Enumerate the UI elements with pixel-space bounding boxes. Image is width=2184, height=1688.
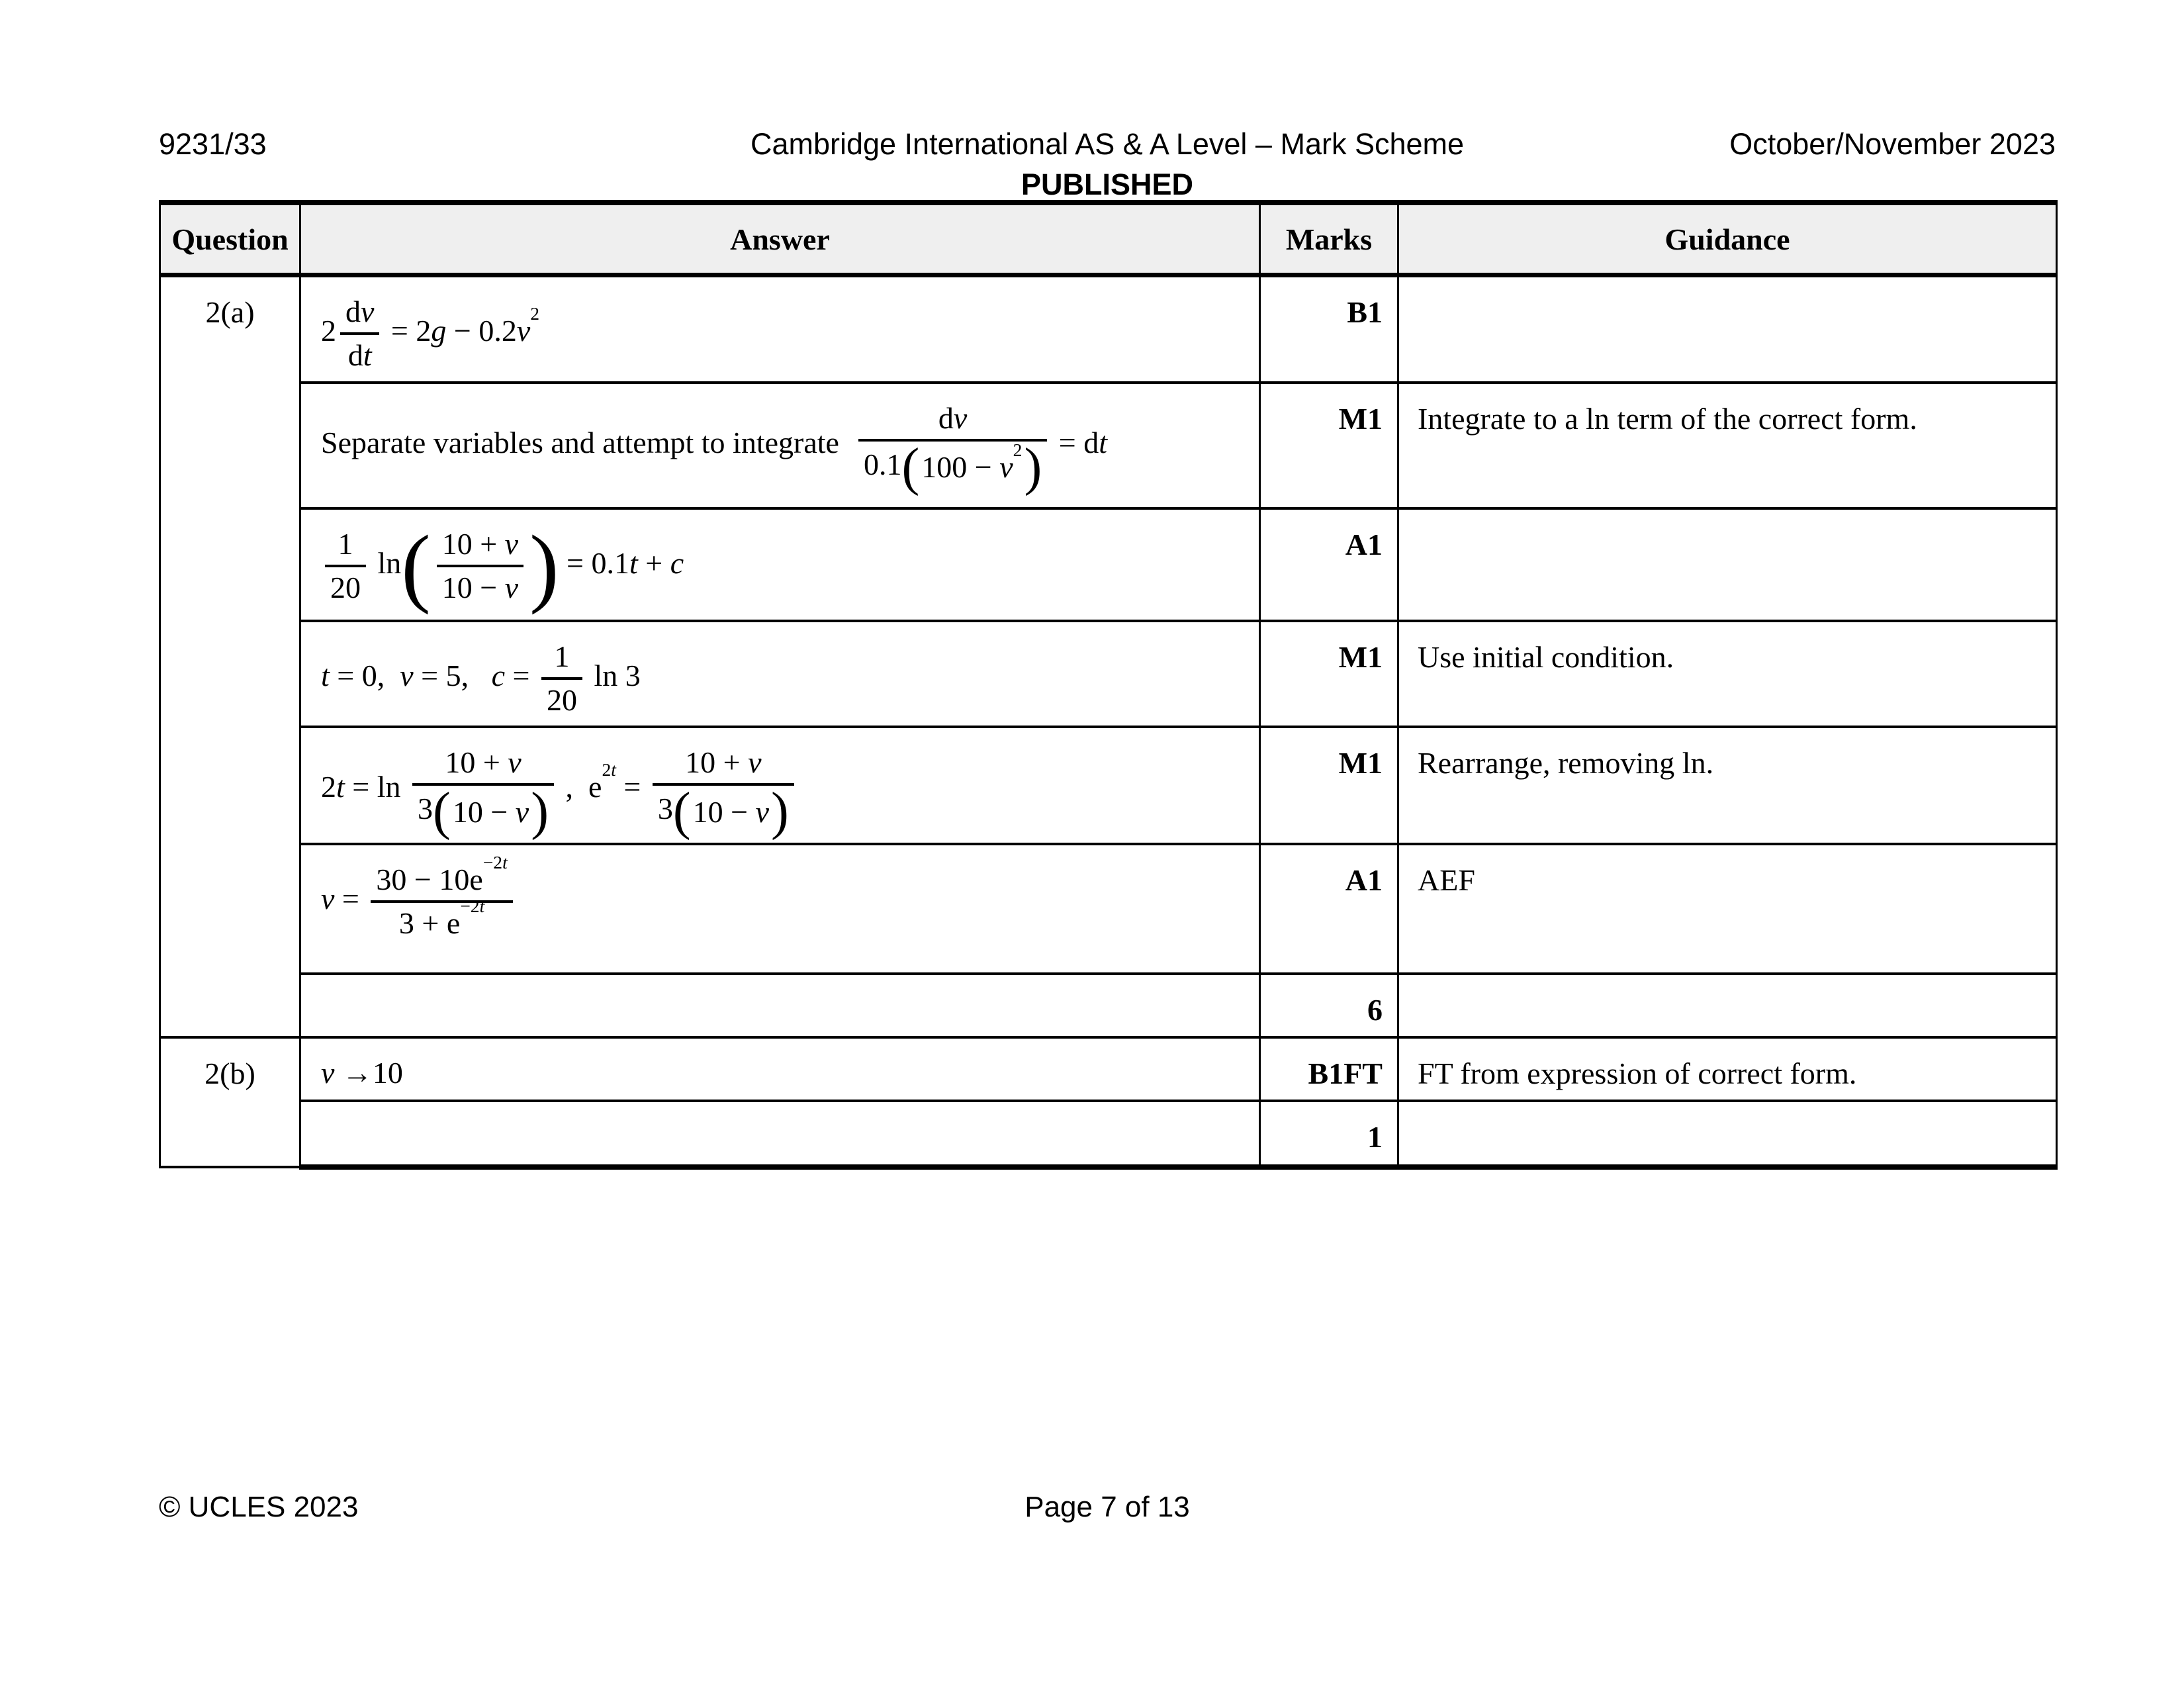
answer-cell: t = 0, v = 5, c = $\frac{1}{20}$ ln 3 bbox=[300, 621, 1260, 727]
mark-scheme-table bbox=[159, 200, 2058, 1170]
guidance-cell: Integrate to a ln term of the correct form. bbox=[1398, 383, 2057, 508]
math-variable: v bbox=[504, 570, 519, 604]
math-fraction: $\frac{1}{20}$ bbox=[325, 527, 366, 606]
guidance-cell: Use initial condition. bbox=[1398, 621, 2057, 727]
guidance-cell: FT from expression of correct form. bbox=[1398, 1037, 2057, 1101]
math-fraction: $\frac{30 - 10e^{-2t}}{3 + e^{-2t}}$ bbox=[371, 863, 512, 941]
math-variable: v bbox=[504, 526, 519, 561]
published-label: PUBLISHED bbox=[1021, 167, 1194, 201]
paper-code: 9231/33 bbox=[159, 127, 267, 161]
answer-cell: v →10 bbox=[300, 1037, 1260, 1101]
math-variable: t bbox=[321, 658, 330, 692]
math-variable: v bbox=[999, 449, 1013, 484]
table-row bbox=[160, 727, 2057, 844]
math-variable: t bbox=[611, 759, 616, 780]
question-cell: 2(b) bbox=[160, 1037, 300, 1167]
answer-cell: 2t = ln 10 + v 3 ( 10 − v ) , $e^{2t}$ = 10 + v 3 ( 10 − v ) bbox=[300, 727, 1260, 844]
table-row bbox=[160, 621, 2057, 727]
exam-session: October/November 2023 bbox=[1729, 127, 2056, 161]
math-variable: v bbox=[953, 400, 968, 435]
table-row bbox=[160, 844, 2057, 974]
table-row bbox=[160, 508, 2057, 621]
total-marks-cell: 1 bbox=[1260, 1101, 1398, 1167]
math-variable: v bbox=[516, 313, 531, 348]
guidance-cell bbox=[1398, 1101, 2057, 1167]
table-row bbox=[160, 383, 2057, 508]
math-variable: t bbox=[1099, 425, 1107, 459]
col-header-answer: Answer bbox=[300, 203, 1260, 275]
marks-cell: B1 bbox=[1260, 275, 1398, 383]
guidance-cell bbox=[1398, 508, 2057, 621]
answer-cell: $\frac{1}{20}$ ln ( $\frac{10 + v}{10 - v}$ ) = 0.1t + c bbox=[300, 508, 1260, 621]
math-superscript: −2t bbox=[460, 895, 485, 916]
page-header bbox=[159, 127, 2056, 202]
col-header-guidance: Guidance bbox=[1398, 203, 2057, 275]
table-row bbox=[160, 1101, 2057, 1167]
math-variable: v bbox=[361, 295, 375, 328]
math-variable: c bbox=[491, 658, 506, 692]
math-variable: v bbox=[748, 745, 762, 780]
table-row bbox=[160, 974, 2057, 1037]
math-variable: t bbox=[502, 851, 508, 872]
guidance-cell: AEF bbox=[1398, 844, 2057, 974]
math-parentheses: ( 10 − v ) bbox=[433, 782, 549, 841]
answer-cell bbox=[300, 974, 1260, 1037]
marks-cell: M1 bbox=[1260, 621, 1398, 727]
math-fraction: 10 + v 3 ( 10 − v ) bbox=[412, 745, 554, 835]
page-number: Page 7 of 13 bbox=[1024, 1491, 1190, 1523]
math-variable: g bbox=[431, 313, 447, 348]
math-parentheses: ( $100 - v^2$ ) bbox=[901, 437, 1042, 496]
math-superscript: 2 bbox=[530, 303, 540, 324]
answer-cell: v = $\frac{30 - 10e^{-2t}}{3 + e^{-2t}}$ bbox=[300, 844, 1260, 974]
math-variable: t bbox=[336, 770, 345, 804]
copyright-notice: © UCLES 2023 bbox=[159, 1491, 359, 1523]
question-cell: 2(a) bbox=[160, 275, 300, 1037]
math-fraction: $\frac{1}{20}$ bbox=[541, 639, 582, 718]
math-variable: v bbox=[515, 794, 529, 829]
math-superscript: 2t bbox=[602, 759, 616, 780]
math-variable: c bbox=[670, 545, 684, 580]
math-superscript: 2 bbox=[1013, 439, 1023, 460]
guidance-cell: Rearrange, removing ln. bbox=[1398, 727, 2057, 844]
col-header-marks: Marks bbox=[1260, 203, 1398, 275]
answer-cell: 2 $\frac{dv}{dt}$ = $2g - 0.2v^2$ bbox=[300, 275, 1260, 383]
answer-cell bbox=[300, 1101, 1260, 1167]
answer-cell: Separate variables and attempt to integrate dv 0.1 ( $100 - v^2$ ) = dt bbox=[300, 383, 1260, 508]
math-variable: t bbox=[479, 895, 485, 916]
math-variable: v bbox=[508, 745, 522, 780]
math-variable: v bbox=[400, 658, 414, 692]
math-fraction: 10 + v 3 ( 10 − v ) bbox=[653, 745, 794, 835]
math-parentheses: ( $\frac{10 + v}{10 - v}$ ) bbox=[401, 516, 559, 615]
marks-cell: M1 bbox=[1260, 383, 1398, 508]
math-fraction: $\frac{10 + v}{10 - v}$ bbox=[437, 527, 523, 606]
col-header-question: Question bbox=[160, 203, 300, 275]
math-variable: v bbox=[321, 1055, 335, 1090]
math-variable: v bbox=[321, 881, 335, 915]
math-variable: t bbox=[629, 545, 638, 580]
guidance-cell bbox=[1398, 275, 2057, 383]
marks-cell: A1 bbox=[1260, 508, 1398, 621]
math-superscript: −2t bbox=[482, 851, 508, 872]
math-variable: t bbox=[363, 338, 372, 373]
marks-cell: A1 bbox=[1260, 844, 1398, 974]
table-row bbox=[160, 275, 2057, 383]
math-variable: v bbox=[755, 794, 770, 829]
total-marks-cell: 6 bbox=[1260, 974, 1398, 1037]
math-fraction: dv 0.1 ( $100 - v^2$ ) bbox=[858, 401, 1047, 491]
marks-cell: M1 bbox=[1260, 727, 1398, 844]
math-fraction: $\frac{dv}{dt}$ bbox=[340, 295, 379, 373]
table-header-row bbox=[160, 203, 2057, 275]
document-title: Cambridge International AS & A Level – Mark Scheme bbox=[750, 127, 1465, 161]
page-footer bbox=[159, 1491, 2056, 1530]
guidance-cell bbox=[1398, 974, 2057, 1037]
table-row bbox=[160, 1037, 2057, 1101]
math-parentheses: ( 10 − v ) bbox=[672, 782, 789, 841]
marks-cell: B1FT bbox=[1260, 1037, 1398, 1101]
